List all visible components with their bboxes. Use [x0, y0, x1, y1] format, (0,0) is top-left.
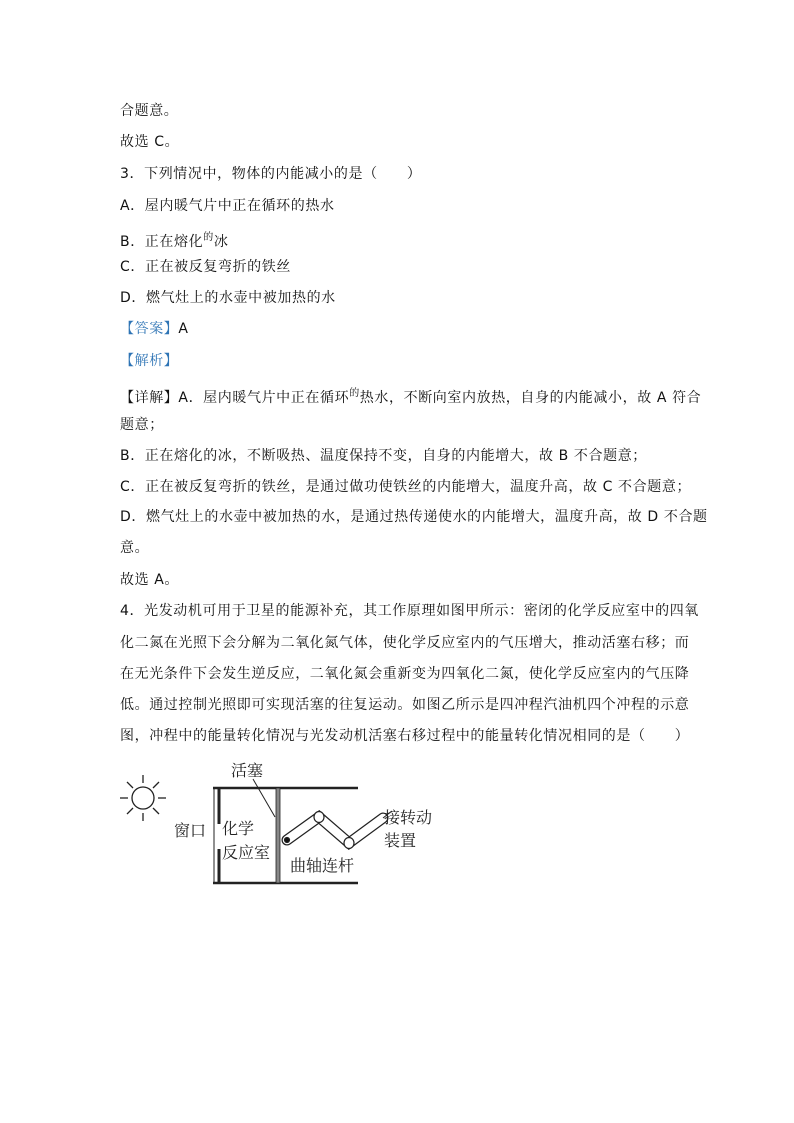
text-line: C．正在被反复弯折的铁丝，是通过做功使铁丝的内能增大，温度升高，故 C 不合题意； [120, 479, 692, 495]
window-label: 窗口 [174, 821, 207, 840]
text: 的 [349, 388, 360, 399]
text-line: 合题意。 [120, 103, 179, 119]
option-c: C．正在被反复弯折的铁丝 [120, 259, 291, 275]
text: A．屋内暖气片中正在循环 [178, 390, 350, 406]
answer-value: A [178, 321, 189, 337]
detail-tag: 【详解】 [120, 390, 179, 406]
text-line: 题意； [120, 417, 164, 433]
piston [253, 779, 280, 883]
text-line: 意。 [120, 540, 150, 556]
text: 的 [203, 232, 214, 243]
chamber-label: 反应室 [222, 843, 271, 862]
text-line: 图，冲程中的能量转化情况与光发动机活塞右移过程中的能量转化情况相同的是（ ） [120, 728, 690, 744]
text-line: D．燃气灶上的水壶中被加热的水，是通过热传递使水的内能增大，温度升高，故 D 不合题 [120, 509, 708, 525]
option-d: D．燃气灶上的水壶中被加热的水 [120, 290, 336, 306]
connect-label: 接转动 [384, 808, 433, 827]
sun-icon [120, 775, 166, 821]
crank-label: 曲轴连杆 [290, 856, 355, 875]
crankshaft-linkage [285, 811, 393, 849]
text: B．正在熔化 [120, 234, 204, 250]
option-a: A．屋内暖气片中正在循环的热水 [120, 198, 335, 214]
answer-tag: 【答案】 [120, 321, 179, 337]
text-line: 化二氮在光照下会分解为二氧化氮气体，使化学反应室内的气压增大，推动活塞右移；而 [120, 635, 690, 651]
question-3: 3．下列情况中，物体的内能减小的是（ ） [120, 166, 422, 182]
text: 冰 [213, 234, 229, 250]
text-line: 在无光条件下会发生逆反应，二氧化氮会重新变为四氧化二氮，使化学反应室内的气压降 [120, 666, 690, 682]
chamber-label: 化学 [222, 819, 255, 838]
connect-label: 装置 [384, 831, 417, 850]
text-line: 低。通过控制光照即可实现活塞的往复运动。如图乙所示是四冲程汽油机四个冲程的示意 [120, 697, 690, 713]
text-line: 故选 C。 [120, 134, 180, 150]
question-4: 4．光发动机可用于卫星的能源补充，其工作原理如图甲所示：密闭的化学反应室中的四氧 [120, 603, 699, 619]
piston-label: 活塞 [231, 761, 264, 780]
text-line: 故选 A。 [120, 572, 180, 588]
text: 热水，不断向室内放热，自身的内能减小，故 A 符合 [359, 390, 702, 406]
text-line: B．正在熔化的冰，不断吸热、温度保持不变，自身的内能增大，故 B 不合题意； [120, 448, 647, 464]
analysis-tag: 【解析】 [120, 353, 179, 369]
